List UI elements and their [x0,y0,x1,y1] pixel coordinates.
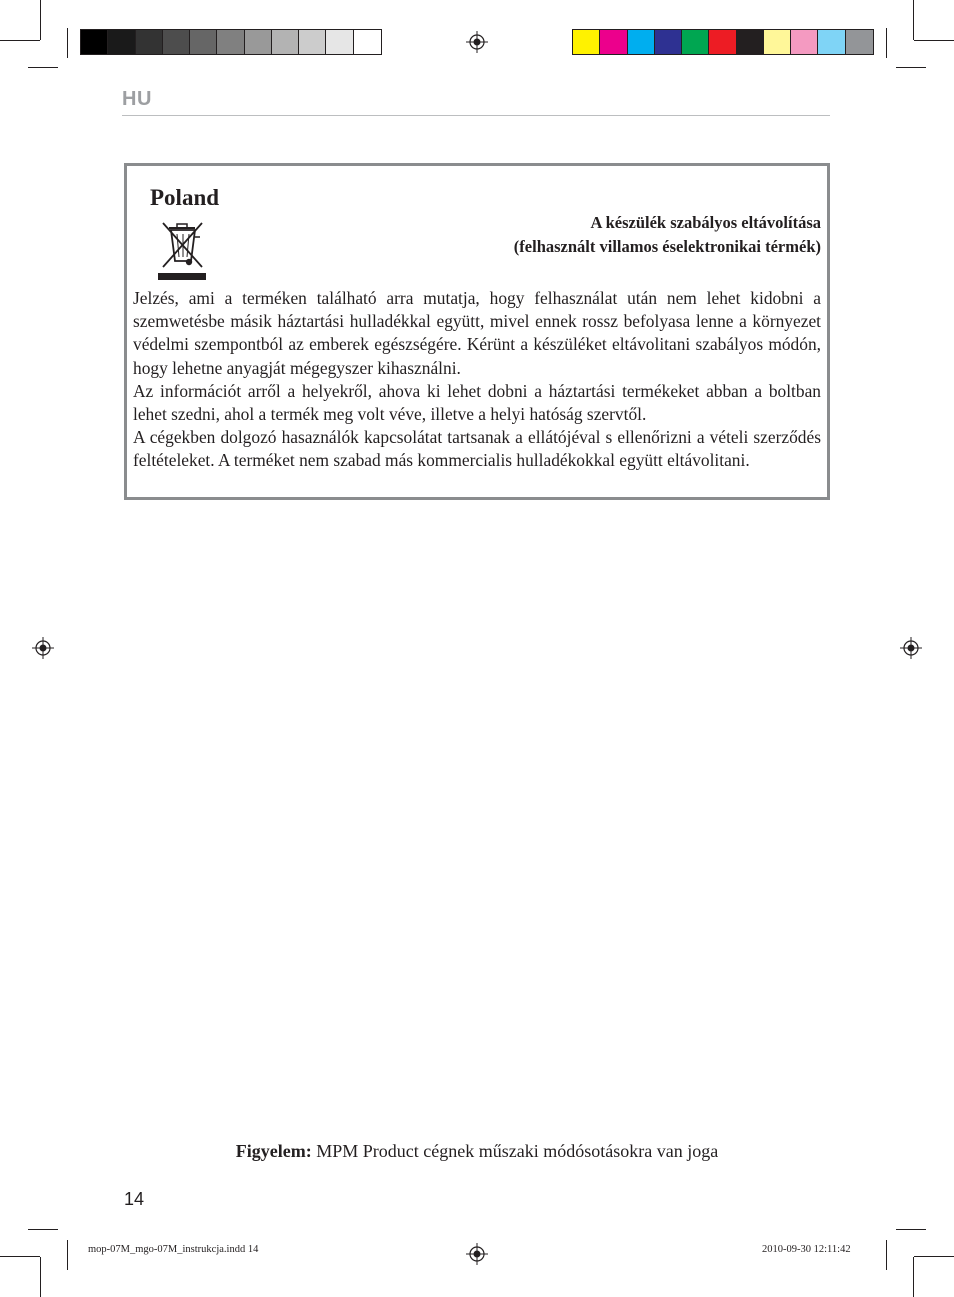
disposal-body [133,287,821,473]
notice-label: Figyelem: [235,1141,312,1161]
crop-mark-bl-h2 [28,1229,58,1230]
gray-scale-bar [80,29,382,55]
color-swatch [628,30,655,54]
crop-mark-tl-h [0,40,40,41]
color-swatch [136,30,163,54]
language-code: HU [122,88,152,110]
color-swatch [108,30,135,54]
crop-mark-br-h2 [896,1229,926,1230]
color-swatch [682,30,709,54]
color-swatch [354,30,381,54]
color-swatch [81,30,108,54]
color-swatch [299,30,326,54]
notice-line [0,1141,954,1162]
notice-text: MPM Product cégnek műszaki módósotásokra van joga [316,1141,719,1161]
color-swatch [764,30,791,54]
color-swatch [846,30,873,54]
color-swatch [655,30,682,54]
crop-mark-tl-h2 [28,67,58,68]
color-swatch [163,30,190,54]
registration-mark-icon [32,637,54,659]
color-swatch [326,30,353,54]
color-swatch [737,30,764,54]
color-swatch [245,30,272,54]
color-swatch [573,30,600,54]
registration-mark-icon [900,637,922,659]
header-divider [122,115,830,116]
crop-mark-bl-v [40,1257,41,1297]
crop-mark-br-v [913,1257,914,1297]
disposal-heading [401,211,821,259]
crop-mark-bl-h [0,1256,40,1257]
weee-crossed-bin-icon [155,217,209,281]
color-swatch [791,30,818,54]
crop-mark-bl-v2 [67,1240,68,1270]
color-swatch [217,30,244,54]
slug-file: mop-07M_mgo-07M_instrukcja.indd 14 [88,1244,259,1255]
crop-mark-tr-v2 [886,28,887,58]
color-bar [572,29,874,55]
disposal-paragraph: Jelzés, ami a terméken található arra mutatja, hogy felhasználat után nem lehet kidobni a szemwetésbe másik háztartási hulladékkal együtt, mivel ennek rossz befolyasa lenne a környezet védelmi szempontból az emberek egészségére. Kérünt a készüléket eltávolitani szabályos módón, hogy lehetne anyagját mégegyszer kihasználni. [133,288,821,378]
crop-mark-tr-h2 [896,67,926,68]
color-swatch [600,30,627,54]
disposal-paragraph: A cégekben dolgozó hasaználók kapcsolátat tartsanak a ellátójéval s ellenőrizni a vételi szerződés feltételeket. A terméket nem szabad más kommercialis hulladékokkal együtt eltávolitani. [133,427,821,471]
color-swatch [818,30,845,54]
registration-mark-icon [466,31,488,53]
slug-datetime: 2010-09-30 12:11:42 [762,1244,851,1255]
color-swatch [709,30,736,54]
crop-mark-br-h [914,1256,954,1257]
disposal-heading-line2: (felhasznált villamos éselektronikai térmék) [513,237,821,256]
crop-mark-tr-v [913,0,914,40]
crop-mark-tl-v2 [67,28,68,58]
color-swatch [190,30,217,54]
page-number: 14 [124,1189,145,1209]
crop-mark-br-v2 [886,1240,887,1270]
disposal-heading-line1: A készülék szabályos eltávolítása [590,213,821,232]
color-swatch [272,30,299,54]
country-title: Poland [150,185,220,210]
crop-mark-tl-v [40,0,41,40]
crop-mark-tr-h [914,40,954,41]
disposal-paragraph: Az információt arről a helyekről, ahova ki lehet dobni a háztartási termékeket abban a boltban lehet szedni, ahol a termék meg volt véve, illetve a helyi hatóság szervtől. [133,380,821,425]
registration-mark-icon [466,1243,488,1265]
